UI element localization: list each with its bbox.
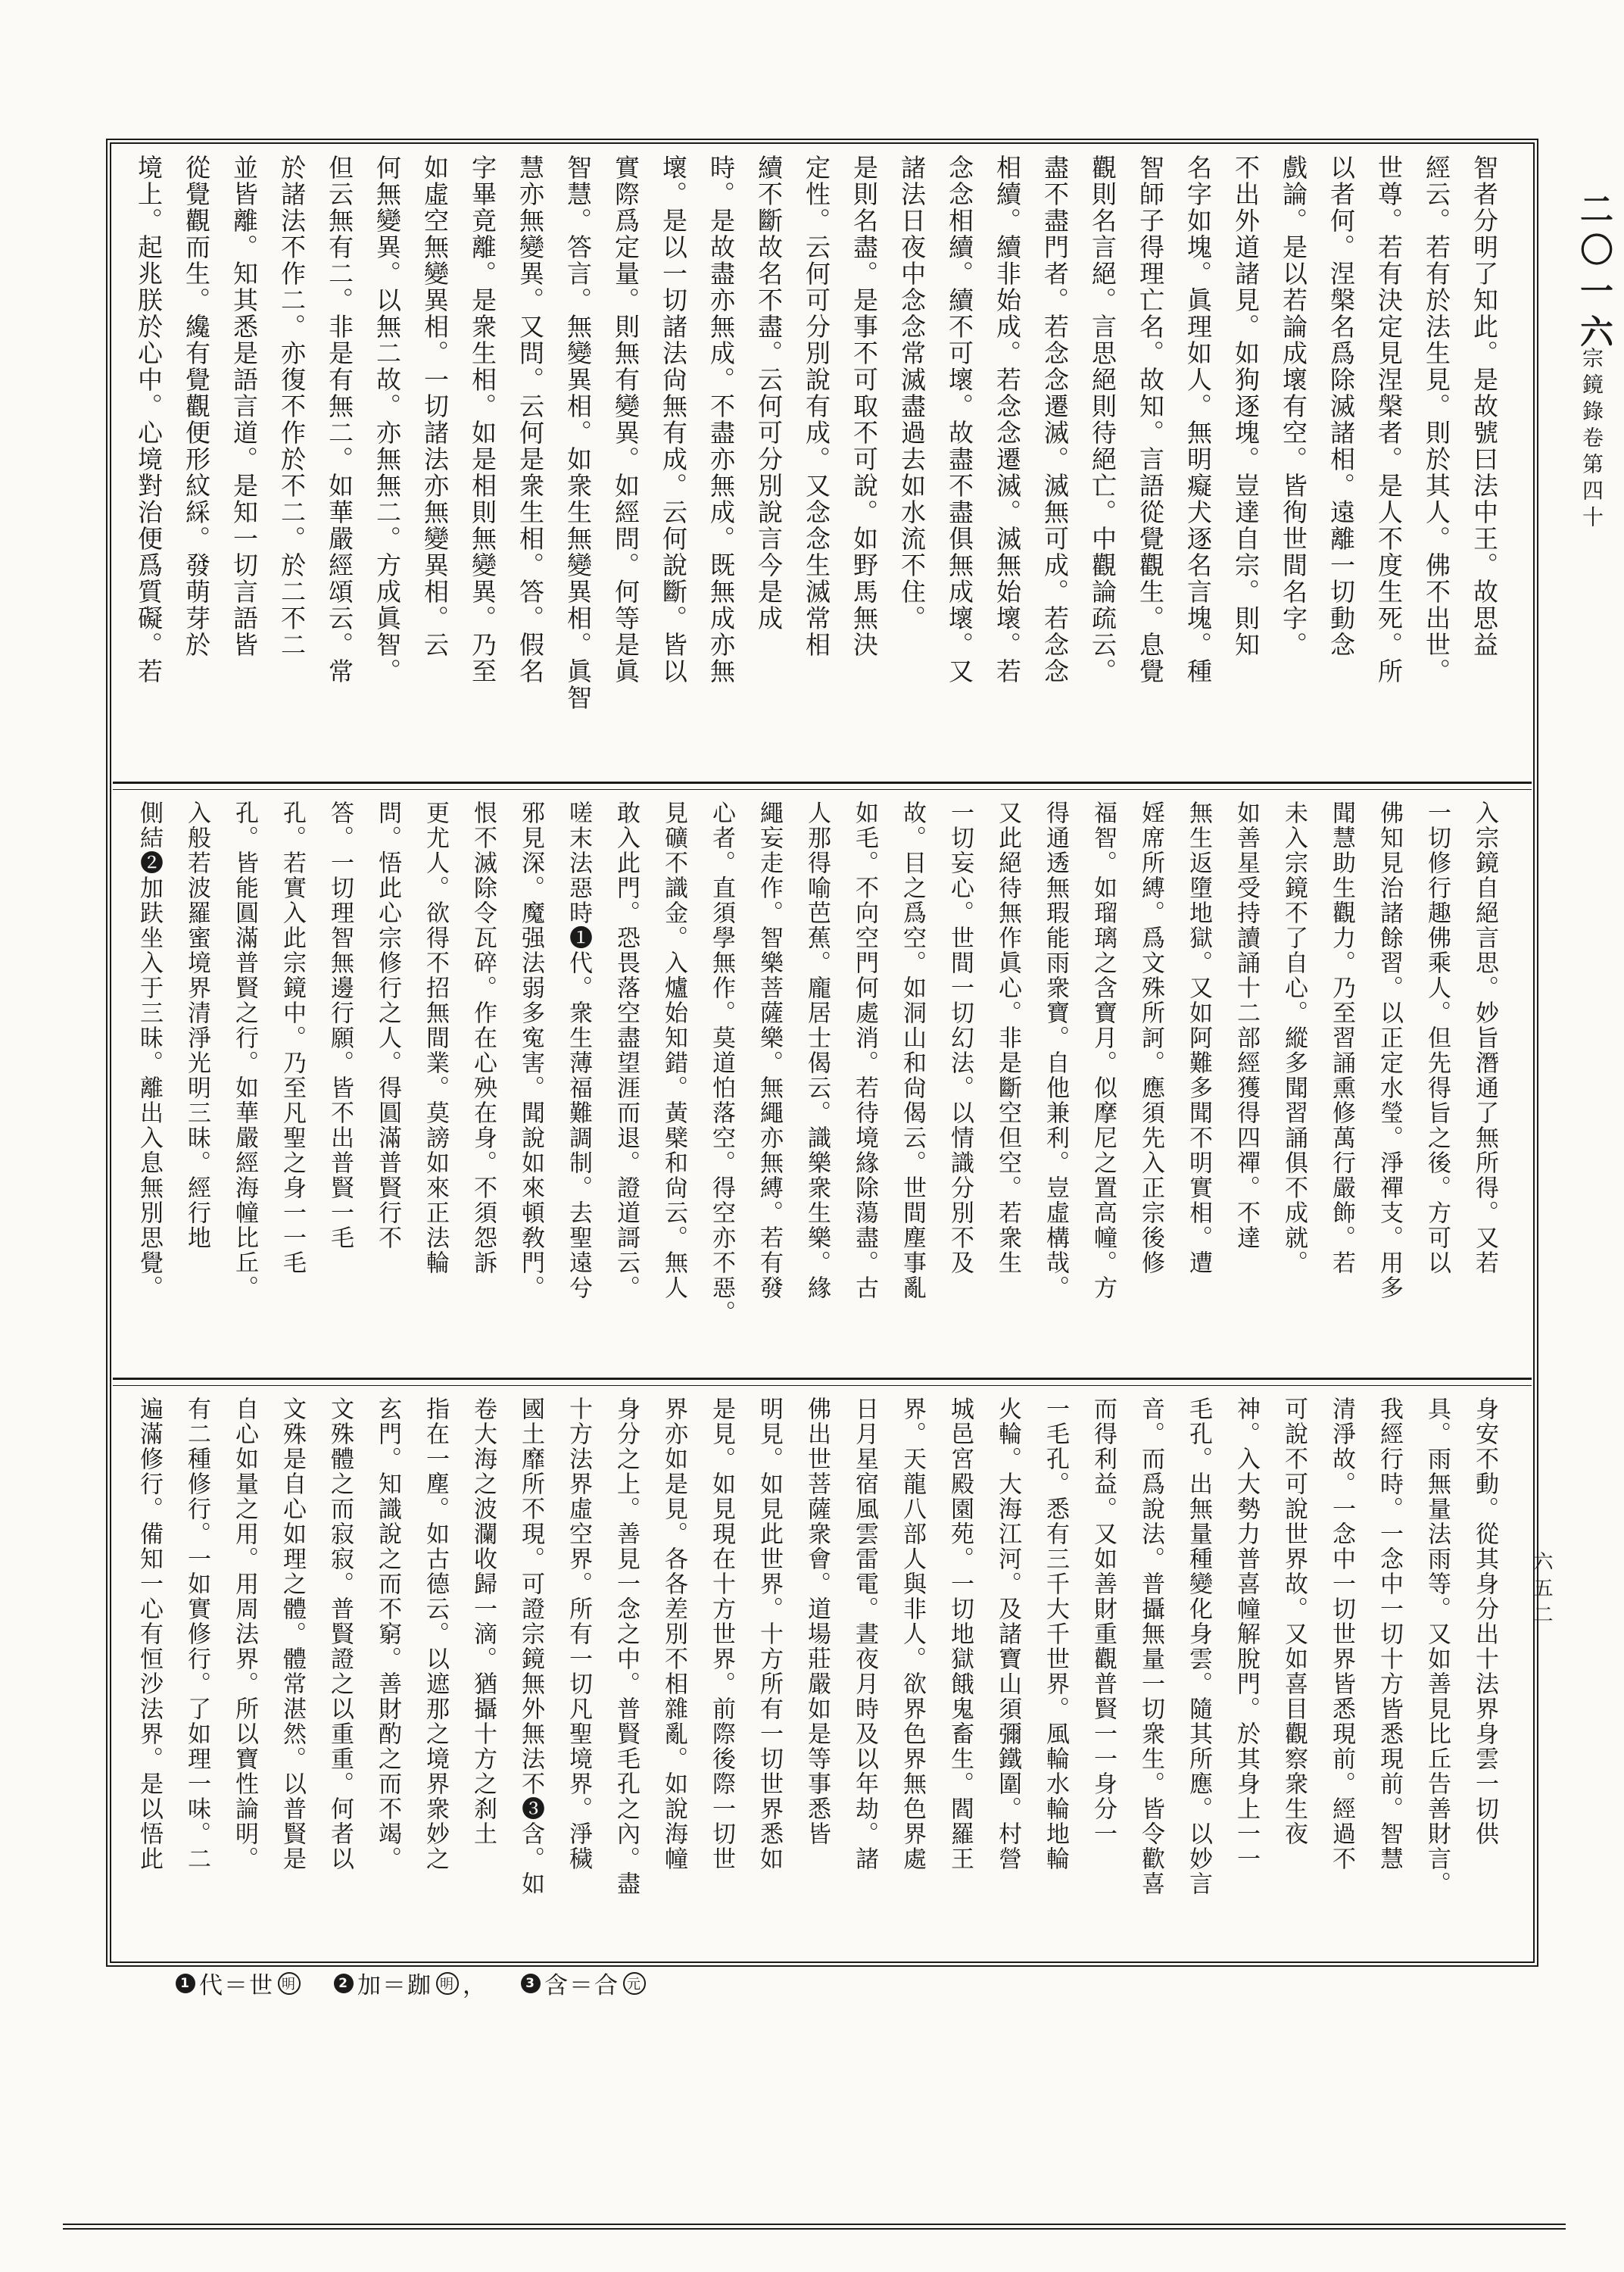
text-column: 日月星宿風雲雷電。晝夜月時及以年劫。諸 [851, 1397, 878, 1871]
text-column: 但云無有二。非是有無二。如華嚴經頌云。常 [325, 154, 354, 685]
text-column: 孔。若實入此宗鏡中。乃至凡聖之身一一毛 [279, 801, 306, 1275]
text-column: 清淨故。一念中一切世界皆悉現前。經過不 [1328, 1397, 1355, 1871]
text-column: 可說不可說世界故。又如喜目觀察衆生夜 [1280, 1397, 1308, 1846]
text-column: 具。雨無量法雨等。又如善見比丘告善財言。 [1423, 1397, 1451, 1896]
text-column: 何無變異。以無二故。亦無無二。方成眞智。 [372, 154, 402, 685]
text-column: 諸法日夜中念念常滅盡過去如水流不住。 [897, 154, 927, 632]
text-column: 側結❷加趺坐入于三昧。離出入息無別思覺。 [136, 801, 163, 1300]
text-column: 恨不滅除令瓦碎。作在心殃在身。不須怨訴 [469, 801, 497, 1275]
page-bottom-rule [63, 2224, 1566, 2230]
text-column: 文殊體之而寂寂。普賢證之以重重。何者以 [326, 1397, 354, 1871]
text-band-bottom [111, 1386, 1523, 1963]
edition-page-number: 二〇一六 [1574, 192, 1613, 355]
text-column: 身安不動。從其身分出十法界身雲一切供 [1471, 1397, 1498, 1846]
book-volume-title: 宗鏡錄卷第四十 [1579, 347, 1604, 532]
text-column: 自心如量之用。用周法界。所以寶性論明。 [231, 1397, 258, 1871]
apparatus-separator: ， [463, 1972, 488, 1999]
critical-apparatus-line [176, 1966, 646, 2000]
text-column: 一毛孔。悉有三千大千世界。風輪水輪地輪 [1042, 1397, 1069, 1871]
margin-folio-number: 六五二 [1530, 1551, 1553, 1631]
text-column: 實際爲定量。則無有變異。如經問。何等是眞 [611, 154, 641, 685]
text-column: 定性。云何可分別說有成。又念念生滅常相 [802, 154, 831, 658]
text-column: 壞。是以一切諸法尙無有成。云何說斷。皆以 [659, 154, 688, 685]
text-column: 音。而爲說法。普攝無量一切衆生。皆令歡喜 [1137, 1397, 1164, 1896]
text-column: 以者何。涅槃名爲除滅諸相。遠離一切動念 [1326, 154, 1356, 658]
text-column: 卷大海之波瀾收歸一滴。猶攝十方之刹土 [469, 1397, 497, 1846]
text-column: 戲論。是以若論成壞有空。皆徇世間名字。 [1279, 154, 1308, 658]
text-column: 得通透無瑕能雨衆寶。自他兼利。豈虛構哉。 [1042, 801, 1069, 1300]
text-column: 城邑宮殿園苑。一切地獄餓鬼畜生。閻羅王 [946, 1397, 974, 1871]
text-column: 身分之上。善見一念之中。普賢毛孔之內。盡 [613, 1397, 640, 1896]
text-column: 邪見深。魔强法弱多寃害。聞說如來頓敎門。 [517, 801, 544, 1300]
text-column: 玄門。知識說之而不窮。善財酌之而不竭。 [374, 1397, 401, 1871]
band-divider-rule [113, 1378, 1532, 1386]
text-block-frame [106, 139, 1538, 1967]
edition-siglum-icon: 明 [436, 1972, 459, 1995]
text-column: 我經行時。一念中一切十方皆悉現前。智慧 [1376, 1397, 1403, 1871]
text-column: 遍滿修行。備知一心有恒沙法界。是以悟此 [136, 1397, 163, 1871]
text-column: 未入宗鏡不了自心。縱多聞習誦俱不成就。 [1280, 801, 1308, 1275]
text-column: 一切修行趣佛乘人。但先得旨之後。方可以 [1423, 801, 1451, 1275]
text-column: 見礦不識金。入爐始知錯。黃檗和尙云。無人 [660, 801, 687, 1300]
text-column: 問。悟此心宗修行之人。得圓滿普賢行不 [374, 801, 401, 1250]
apparatus-note [176, 1966, 301, 2000]
text-column: 有二種修行。一如實修行。了如理一味。二 [183, 1397, 210, 1871]
text-column: 如虛空無變異相。一切諸法亦無變異相。云 [420, 154, 450, 658]
text-column: 毛孔。出無量種變化身雲。隨其所應。以妙言 [1185, 1397, 1212, 1896]
text-column: 婬席所縛。爲文殊所訶。應須先入正宗後修 [1137, 801, 1164, 1275]
text-column: 無生返墮地獄。又如阿難多聞不明實相。遭 [1185, 801, 1212, 1275]
text-column: 嗟末法惡時❶代。衆生薄福難調制。去聖遠兮 [565, 801, 592, 1300]
text-column: 於諸法不作二。亦復不作於不二。於二不二 [277, 154, 307, 658]
text-column: 故。目之爲空。如洞山和尙偈云。世間塵事亂 [899, 801, 926, 1300]
band-divider-rule [113, 782, 1532, 790]
text-column: 佛知見治諸餘習。以正定水瑩。淨禪支。用多 [1376, 801, 1403, 1300]
text-column: 文殊是自心如理之體。體常湛然。以普賢是 [279, 1397, 306, 1871]
text-column: 字畢竟離。是衆生相。如是相則無變異。乃至 [468, 154, 497, 685]
text-column: 聞慧助生觀力。乃至習誦熏修萬行嚴飾。若 [1328, 801, 1355, 1275]
text-column: 智慧。答言。無變異相。如衆生無變異相。眞智 [563, 154, 593, 711]
text-column: 人那得喻芭蕉。龐居士偈云。識樂衆生樂。緣 [803, 801, 831, 1300]
text-column: 相續。續非始成。若念念遷滅。滅無始壞。若 [993, 154, 1022, 685]
text-column: 又此絕待無作眞心。非是斷空但空。若衆生 [994, 801, 1021, 1275]
text-column: 智者分明了知此。是故號曰法中王。故思益 [1470, 154, 1499, 658]
text-band-top [111, 144, 1523, 782]
text-column: 國土靡所不現。可證宗鏡無外無法不❸含。如 [517, 1397, 544, 1896]
apparatus-reading: 代＝世 [199, 1972, 274, 1999]
edition-siglum-icon: 明 [278, 1972, 301, 1995]
text-column: 名字如塊。眞理如人。無明癡犬逐名言塊。種 [1183, 154, 1213, 685]
text-column: 佛出世菩薩衆會。道場莊嚴如是等事悉皆 [803, 1397, 831, 1846]
text-column: 經云。若有於法生見。則於其人。佛不出世。 [1422, 154, 1451, 685]
text-column: 指在一塵。如古德云。以遮那之境界衆妙之 [422, 1397, 449, 1871]
text-column: 如善星受持讀誦十二部經獲得四禪。不達 [1233, 801, 1260, 1250]
edition-siglum-icon: 元 [623, 1972, 646, 1995]
text-column: 觀則名言絕。言思絕則待絕亡。中觀論疏云。 [1088, 154, 1117, 685]
text-column: 從覺觀而生。纔有覺觀便形紋綵。發萌芽於 [182, 154, 211, 658]
text-column: 不出外道諸見。如狗逐塊。豈達自宗。則知 [1231, 154, 1261, 658]
text-column: 是見。如見現在十方世界。前際後際一切世 [708, 1397, 735, 1871]
text-column: 入般若波羅蜜境界清淨光明三昧。經行地 [183, 801, 210, 1250]
text-column: 火輪。大海江河。及諸寶山須彌鐵圍。村營 [994, 1397, 1021, 1871]
apparatus-reading: 含＝合 [544, 1972, 619, 1999]
footnote-number-icon: 3 [521, 1974, 541, 1993]
footnote-number-icon: 1 [176, 1974, 195, 1993]
text-column: 並皆離。知其悉是語言道。是知一切言語皆 [229, 154, 259, 658]
text-column: 繩妄走作。智樂菩薩樂。無繩亦無縛。若有發 [756, 801, 783, 1300]
text-column: 慧亦無變異。又問。云何是衆生相。答。假名 [516, 154, 545, 685]
text-column: 是則名盡。是事不可取不可說。如野馬無決 [849, 154, 879, 658]
text-column: 世尊。若有決定見涅槃者。是人不度生死。所 [1374, 154, 1404, 685]
footnote-number-icon: 2 [334, 1974, 354, 1993]
apparatus-reading: 加＝跏 [357, 1972, 432, 1999]
text-column: 盡不盡門者。若念念遷滅。滅無可成。若念念 [1040, 154, 1070, 685]
text-column: 答。一切理智無邊行願。皆不出普賢一毛 [326, 801, 354, 1250]
text-column: 明見。如見此世界。十方所有一切世界悉如 [756, 1397, 783, 1871]
text-column: 如毛。不向空門何處消。若待境緣除蕩盡。古 [851, 801, 878, 1300]
text-column: 念念相續。續不可壞。故盡不盡俱無成壞。又 [945, 154, 974, 685]
text-column: 心者。直須學無作。莫道怕落空。得空亦不惡。 [708, 801, 735, 1325]
text-column: 界。天龍八部人與非人。欲界色界無色界處 [899, 1397, 926, 1871]
text-column: 續不斷故名不盡。云何可分別說言今是成 [754, 154, 784, 632]
text-column: 時。是故盡亦無成。不盡亦無成。既無成亦無 [706, 154, 736, 685]
text-column: 福智。如瑠璃之含寶月。似摩尼之置高幢。方 [1089, 801, 1117, 1300]
text-column: 十方法界虛空界。所有一切凡聖境界。淨穢 [565, 1397, 592, 1871]
apparatus-note [334, 1966, 488, 2000]
text-column: 更尤人。欲得不招無間業。莫謗如來正法輪 [422, 801, 449, 1275]
apparatus-note [521, 1966, 646, 2000]
text-column: 神。入大勢力普喜幢解脫門。於其身上一一 [1233, 1397, 1260, 1871]
text-column: 孔。皆能圓滿普賢之行。如華嚴經海幢比丘。 [231, 801, 258, 1300]
text-column: 界亦如是見。各各差別不相雜亂。如說海幢 [660, 1397, 687, 1871]
text-band-middle [111, 790, 1523, 1378]
text-column: 智師子得理亡名。故知。言語從覺觀生。息覺 [1136, 154, 1165, 685]
text-column: 入宗鏡自絕言思。妙旨潛通了無所得。又若 [1471, 801, 1498, 1275]
text-column: 而得利益。又如善財重觀普賢一一身分一 [1089, 1397, 1117, 1846]
text-column: 敢入此門。恐畏落空盡望涯而退。證道謌云。 [613, 801, 640, 1300]
text-column: 一切妄心。世間一切幻法。以情識分別不及 [946, 801, 974, 1275]
text-column: 境上。起兆朕於心中。心境對治便爲質礙。若 [134, 154, 164, 685]
